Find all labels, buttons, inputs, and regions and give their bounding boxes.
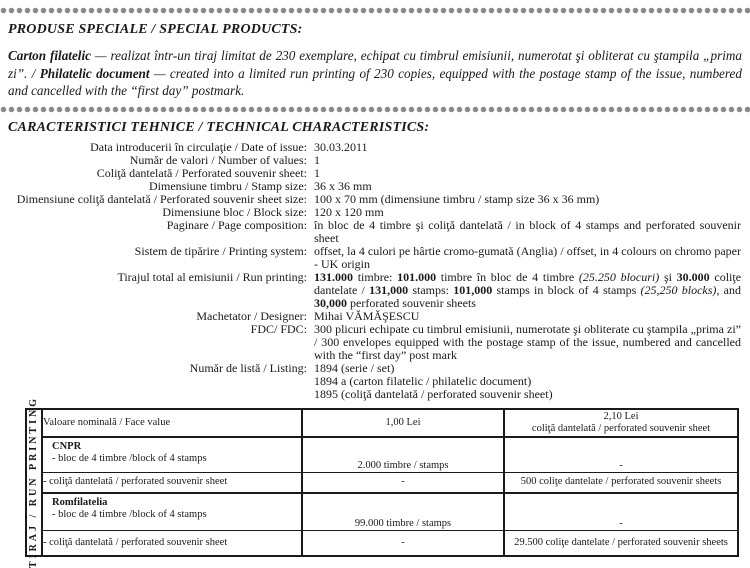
technical-characteristics-list: [0, 141, 750, 401]
romfilatelia-sheet-row: [26, 531, 738, 556]
char-label-page-composition: Paginare / Page composition:: [166, 217, 307, 232]
char-label-listing: Număr de listă / Listing:: [189, 360, 307, 375]
table-header-row: [26, 409, 738, 437]
technical-characteristics-heading: CARACTERISTICI TEHNICE / TECHNICAL CHARACTERISTICS:: [8, 119, 430, 135]
char-value-number-of-values: 1: [314, 152, 320, 167]
char-value-page-composition: în bloc de 4 timbre şi coliţă dantelată / in block of 4 stamps and perforated souvenir sheet: [314, 217, 741, 245]
romfilatelia-block-1-lei-value: 99.000 timbre / stamps: [302, 493, 504, 531]
char-value-run-printing: 131.000 timbre: 101.000 timbre în bloc de 4 timbre (25.250 blocuri) şi 30.000 coliţe dantelate / 131,000 stamps: 101,000 stamps in block of 4 stamps (25,250 blocks), and 30,000 perforated souvenir sheets: [314, 269, 742, 310]
char-label-souvenir-sheet: Coliţă dantelată / Perforated souvenir sheet:: [96, 165, 307, 180]
special-products-heading: PRODUSE SPECIALE / SPECIAL PRODUCTS:: [8, 22, 303, 37]
char-value-printing-system: offset, la 4 culori pe hârtie cromo-gumată (Anglia) / offset, in 4 colours on chromo paper - UK origin: [314, 243, 741, 271]
cnpr-section-name: CNPR: [52, 440, 82, 452]
cnpr-block-1-lei-value: 2.000 timbre / stamps: [302, 437, 504, 473]
char-label-printing-system: Sistem de tipărire / Printing system:: [134, 243, 307, 258]
column-header-2-10-lei-value: 2,10 Lei: [603, 410, 639, 422]
romfilatelia-block-label: - bloc de 4 timbre /block of 4 stamps: [52, 508, 207, 520]
char-value-fdc: 300 plicuri echipate cu timbrul emisiunii, numerotate şi obliterate cu ştampila „prima zi” / 300 envelopes equipped with the postage stamp of the issue, numbered and cancelled with the “first day” post mark: [314, 321, 741, 362]
cnpr-sheet-label: - coliţă dantelată / perforated souvenir sheet: [42, 473, 302, 493]
cnpr-sheet-1-lei-value: -: [302, 473, 504, 493]
romfilatelia-block-2-10-value: -: [504, 493, 738, 531]
table-side-label-cell: [26, 396, 42, 568]
cnpr-block-row: [26, 437, 738, 473]
char-value-souvenir-sheet: 1: [314, 165, 320, 180]
char-label-souvenir-sheet-size: Dimensiune coliţă dantelată / Perforated souvenir sheet size:: [16, 191, 307, 206]
char-label-block-size: Dimensiune bloc / Block size:: [162, 204, 307, 219]
table-side-label: TIRAJ / RUN PRINTING: [28, 396, 39, 568]
cnpr-sheet-2-10-value: 500 coliţe dantelate / perforated souvenir sheets: [504, 473, 738, 493]
char-label-stamp-size: Dimensiune timbru / Stamp size:: [149, 178, 307, 193]
cnpr-block-2-10-value: -: [504, 437, 738, 473]
char-value-souvenir-sheet-size: 100 x 70 mm (dimensiune timbru / stamp size 36 x 36 mm): [314, 191, 600, 206]
char-label-run-printing: Tirajul total al emisiunii / Run printing:: [117, 269, 307, 284]
char-label-fdc: FDC/ FDC:: [250, 321, 307, 336]
char-value-designer: Mihai VĂMĂŞESCU: [314, 308, 420, 323]
column-header-2-10-lei-subtitle: coliţă dantelată / perforated souvenir sheet: [531, 422, 711, 434]
romfilatelia-sheet-2-10-value: 29.500 coliţe dantelate / perforated souvenir sheets: [504, 531, 738, 556]
column-header-2-10-lei: [504, 409, 738, 437]
column-header-1-lei: 1,00 Lei: [302, 409, 504, 437]
char-label-date-of-issue: Data introducerii în circulaţie / Date of issue:: [90, 139, 307, 154]
romfilatelia-block-row: [26, 493, 738, 531]
special-products-paragraph: Carton filatelic — realizat într-un tiraj limitat de 230 exemplare, echipat cu timbrul emisiunii, numerotat şi obliterat cu ştampila „prima zi”. / Philatelic document — created into a limited run printing of 230 copies, equipped with the postage stamp of the issue, numbered and cancelled with the “first day” postmark.: [8, 48, 743, 98]
char-label-number-of-values: Număr de valori / Number of values:: [129, 152, 307, 167]
run-printing-table: [25, 396, 739, 568]
romfilatelia-section-name: Romfilatelia: [52, 496, 108, 508]
char-label-designer: Machetator / Designer:: [196, 308, 307, 323]
cnpr-sheet-row: [26, 473, 738, 493]
char-value-stamp-size: 36 x 36 mm: [314, 178, 372, 193]
char-value-listing: 1894 (serie / set) 1894 a (carton filatelic / philatelic document) 1895 (coliţă dantelată / perforated souvenir sheet): [314, 360, 553, 401]
char-value-date-of-issue: 30.03.2011: [314, 139, 368, 154]
dotted-separator-middle: [0, 106, 750, 113]
romfilatelia-sheet-1-lei-value: -: [302, 531, 504, 556]
char-value-block-size: 120 x 120 mm: [314, 204, 384, 219]
dotted-separator-top: [0, 7, 750, 14]
face-value-header: Valoare nominală / Face value: [42, 409, 302, 437]
romfilatelia-block-label-cell: [42, 493, 302, 531]
cnpr-block-label-cell: [42, 437, 302, 473]
cnpr-block-label: - bloc de 4 timbre /block of 4 stamps: [52, 452, 207, 464]
romfilatelia-sheet-label: - coliţă dantelată / perforated souvenir sheet: [42, 531, 302, 556]
